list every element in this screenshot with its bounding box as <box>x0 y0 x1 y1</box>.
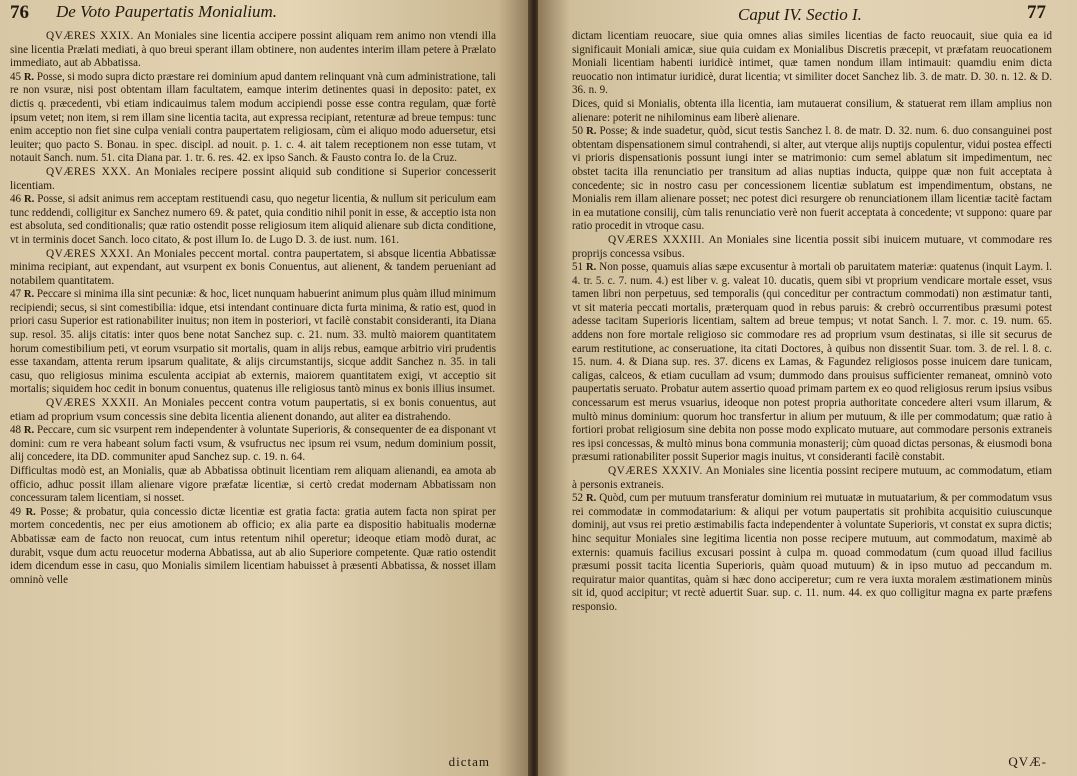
response-paragraph <box>572 125 1052 234</box>
question-heading <box>572 234 1052 261</box>
question-label: QVÆRES XXXIV. <box>608 465 703 477</box>
left-catchword: dictam <box>448 754 490 769</box>
left-page-header <box>10 2 510 28</box>
response-mark: R. <box>24 194 35 206</box>
question-label: QVÆRES XXX. <box>46 165 131 178</box>
paragraph-body: Posse, si adsit animus rem acceptam restituendi casu, quo negetur licentia, & nullum sit periculum eam tunc reddendi, colligitur ex Sanchez numero 69. & patet, quia conditio nihil ponit in esse, & acceptio ista non est absoluta, sed conditionalis; quæ ratio ostendit posse religiosum item aliquid alienare sub dicta conditione, vt in terminis docet Sanch. loco citato, & post illum Io. de Lugo D. 3. de iust. num. 161. <box>10 193 497 246</box>
paragraph-body: Dices, quid si Monialis, obtenta illa licentia, iam mutauerat consilium, & statuerat rem illam amplius non alienare: poterit ne nihilominus eam liberè alienare. <box>572 97 1052 124</box>
left-running-title: De Voto Paupertatis Monialium. <box>56 2 277 21</box>
response-paragraph <box>572 492 1052 614</box>
paragraph-number: 51 <box>572 261 584 274</box>
paragraph-body: Posse; & inde suadetur, quòd, sicut testis Sanchez l. 8. de matr. D. 32. num. 6. duo consanguinei post obtentam dispensationem simul contrahendi, si alter, aut vterque alijs nuptijs copulentur, vidui postea effecti vi prioris dispensationis possunt iungi inter se matrimonio: cum semel ablatum sit impedimentum, nec obstet tacita illa renunciatio per transitum ad alias nuptias inducta, quippe quæ non fuit acceptata à concedente; sic in nostro casu per concessionem licentiæ sublatum est impendimentum, obstans, ne Monialis rem illam alienare posset; nec potest dici resurgere ob renunciationem illam licentiæ tacitè factam in ea mutatione consilij, cùm talis renunciatio verè non fuerit acceptata à concedente; vt suppono: quare par ratio procedit in vtroque casu. <box>572 125 1052 233</box>
question-heading <box>10 397 496 424</box>
left-page-number: 76 <box>10 2 29 23</box>
paragraph-body: Posse, si modo supra dicto præstare rei dominium apud dantem relinquant vnà cum administratione, tali re non vsuræ, nisi post obtentam illam facultatem, eamque interim detinentes quasi in deposito: patet, ex dictis q. præcedenti, vbi etiam indicauimus talem modum accipiendi posse esse contra regulam, quæ fortè ipsum vetet; non item, si rem illam sine licentia tacita, aut expressa recipiant, retenturæ ad breue tempus: tunc enim acceptio non fiet sine culpa veniali contra paupertatem religiosam, cùm ei aliquo modo aduersetur, etsi leuiter; quo pacto S. Bonau. in spec. discipl. ad nouit. p. 1. c. 4. ait talem receptionem non esse tutam, vt notauit Sanch. num. 51. cita Diana par. 1. tr. 6. res. 42. ex ipso Sanch. & Fausto contra Io. de la Cruz. <box>10 70 496 165</box>
question-heading <box>572 465 1052 492</box>
question-heading <box>10 248 496 289</box>
paragraph-body: Quòd, cum per mutuum transferatur dominium rei mutuatæ in mutuatarium, & per commodatum vsus rei commodatæ in commodatarium: & aliqui per votum paupertatis sit prohibita acquisitio cuiuscunque dominij, aut vsus rei pretio æstimabilis facta independenter à voluntate Superioris, vt constat ex supra dictis; hinc sequitur Moniales sine legitima licentia non posse recipere mutuum, aut commodatum, maximè ab externis: quamuis facilius excusari possint à culpa m. quoad commodatum (cum quoad illud facilius præsumi possit tacita licentia Superioris, quàm quoad mutuum) & in ipso mutuo ad peccandum m. requiratur maior quantitas, quàm si hæc dono acciperetur; cum re vera iuxta moralem æstimationem minùs sit id, quod accipitur; vt rectè aduertit Suar. sup. c. 11. num. 44. ex quo colligitur magna ex parte præfens responsio. <box>572 492 1053 613</box>
paragraph-body: An Moniales peccent mortal. contra paupertatem, si absque licentia Abbatissæ minima recipiant, aut expendant, aut vsurpent ex bonis Conuentus, aut alienent, & tandem perueniant ad notabilem quantitatem. <box>10 247 497 287</box>
paragraph-body: An Moniales sine licentia possit sibi inuicem mutuare, vt commodare res proprijs concessa vsibus. <box>572 233 1053 260</box>
response-paragraph <box>10 193 496 247</box>
paragraph-number: 46 <box>10 193 22 206</box>
right-page-number: 77 <box>1027 2 1046 23</box>
paragraph-number: 45 <box>10 70 22 83</box>
response-mark: R. <box>23 289 35 301</box>
question-heading <box>10 166 496 193</box>
right-page <box>538 0 1077 776</box>
paragraph-body: An Moniales recipere possint aliquid sub conditione si Superior concesserit licentiam. <box>10 165 496 192</box>
right-page-text <box>572 30 1052 615</box>
text-paragraph <box>572 30 1052 98</box>
paragraph-body: Posse; & probatur, quia concessio dictæ licentiæ est gratia facta: gratia autem facta non spirat per mortem concedentis, nec per eius amotionem ab officio; ex alia parte ea dispositio habitualis modernæ Abbatissæ eam de facto non reuocat, cum intus retentum nihil operetur; ideoque etiam modò durat, ac durabit, vsque dum actu reuocetur moderna Abbatissa, aut ab alio Superiore competente. Quæ ratio ostendit idem dicendum esse in casu, quo Monialis similem licentiam habuisset à præsenti Abbatissa, & nosset illam omninò velle <box>10 505 497 586</box>
question-label: QVÆRES XXXII. <box>46 397 140 410</box>
response-paragraph <box>10 288 496 397</box>
text-paragraph <box>10 465 496 506</box>
response-mark: R. <box>586 262 597 274</box>
paragraph-body: An Moniales sine licentia possint recipere mutuum, ac commodatum, etiam à personis extraneis. <box>572 465 1052 491</box>
question-label: QVÆRES XXXI. <box>46 247 134 260</box>
right-running-title: Caput IV. Sectio I. <box>738 5 862 24</box>
question-heading <box>10 30 496 71</box>
paragraph-body: Peccare si minima illa sint pecuniæ: & hoc, licet nunquam habuerint animum plus quàm illud minimum recipiendi; secus, si sint comestibilia: idque, etsi intendant continuare dicta furta minima, & ratio est, quod in priori casu Superior est rationabiliter inuitus; non item in posteriori, vt facilè constabit consideranti, ita Diana sup. resol. 35. alijs citatis: inter quos bene notat Sanchez sup. c. 21. num. 33. multò maiorem quantitatem horum comestibilium peti, vt eorum vsurpatio sit mortalis, quam in alijs rebus, eamque arbitrio viri prudentis esse taxandam, attenta rerum ipsarum qualitate, & alijs circumstantijs, sicque addit Sanchez n. 35. in tali casu, quo religiosus minima esculenta accipiat ab externis, maiorem quantitatem exigi, vt acceptio sit mortalis; siquidem hoc cedit in bonum conuentus, quatenus ille religiosus tantò minus ex bonis illius insumet. <box>10 288 496 396</box>
paragraph-body: An Moniales peccent contra votum paupertatis, si ex bonis conuentus, aut etiam ad proprium vsum concessis sine debita licentia alienent donando, aut aliter ea distrahendo. <box>10 397 496 423</box>
paragraph-body: Difficultas modò est, an Monialis, quæ ab Abbatissa obtinuit licentiam rem aliquam alienandi, ea amota ab officio, adhuc possit illam alienare vigore præfatæ licentiæ, si certò credat modernam Abbatissam non concessuram talem licentiam, si nosset. <box>10 465 496 505</box>
response-mark: R. <box>586 493 597 505</box>
response-paragraph <box>10 506 496 588</box>
paragraph-number: 48 <box>10 424 22 437</box>
response-mark: R. <box>25 506 36 518</box>
paragraph-number: 47 <box>10 288 22 301</box>
paragraph-number: 52 <box>572 492 584 505</box>
right-page-header <box>538 2 1068 28</box>
paragraph-body: An Moniales sine licentia accipere possint aliquam rem animo non vtendi illa sine licentia Prælati mediati, à quo breui sperant illam obtinere, non audentes interim illam petere à Prælato immediato, aut ab Abbatissa. <box>10 30 497 70</box>
question-label: QVÆRES XXXIII. <box>608 233 705 246</box>
left-page-text <box>10 30 496 587</box>
paragraph-body: Non posse, quamuis alias sæpe excusentur à mortali ob paruitatem materiæ: quatenus (inquit Laym. l. 4. tr. 5. c. 7. num. 4.) est liber v. g. valeat 10. ducatis, quem sibi vt proprium vendicare mortale esset, vsus tamen libri non perpetuus, sed temporalis (qui conceditur per contractum commodati) non æstimatur tanti, vt sit materia peccati mortalis, præterquam quod in rebus paruis: & crebrò occurrentibus præsumi potest adesse tacitam Superioris licentiam, saltem ad breue tempus; vt notat Sanch. l. 7. mor. c. 19. num. 65. addens non fore mortale religioso sic commodare res ad proprium vsum destinatas, si ille sit securus de earum restitutione, ac conseruatione, ita citati Doctores, à quibus non dissentit Suar. tom. 3. de rel. l. 8. c. 15. num. 4. & Diana sup. res. 37. dicens ex Lamas, & Fagundez religiosos posse inuicem dare tunicam, caligas, calceos, & etiam cucullam ad vsum; dummodo dans prouisus sufficienter remaneat, omninò voto paupertatis seruato. Probatur autem assertio quoad primam partem ex eo quod religiosus rerum ipsius vsibus concessarum est merus vsuarius, ideoque non potest propria authoritate concedere alteri vsum illarum, & multò minus dominium: quorum hoc transfertur in alium per mutuum, & ille per commodatum; quæ ratio à fortiori probat religiosum sine debita non posse modo explicato mutuare, aut commodare personis extraneis res ipsi concessas, & multò minus bona communia monasterij; cùm quoad dictas personas, & eiusmodi bona præsumi rationabiliter possit Superior magis inuitus, vt consideranti facilè constabit. <box>572 261 1052 464</box>
response-paragraph <box>572 261 1052 465</box>
response-paragraph <box>10 71 496 166</box>
paragraph-number: 49 <box>10 505 22 518</box>
response-paragraph <box>10 424 496 465</box>
paragraph-number: 50 <box>572 125 584 138</box>
text-paragraph <box>572 98 1052 125</box>
paragraph-body: dictam licentiam reuocare, siue quia omnes alias similes licentias de facto reuocauit, siue quia ea id significauit Moniali amicæ, siue quia cuidam ex Monialibus Discretis præcepit, vt præfatam reuocationem Moniali licentiam habenti iuridicè intimet, quæ tamen nondum illam intimauit: quamdiu enim dicta reuocatio non intimatur iuridicè, durat licentia; vt similiter docet Sanchez lib. 3. de matr. D. 30. n. 12. & D. 36. n. 9. <box>572 30 1052 97</box>
response-mark: R. <box>23 71 35 83</box>
left-page <box>0 0 530 776</box>
right-catchword: QVÆ- <box>1008 754 1047 769</box>
paragraph-body: Peccare, cum sic vsurpent rem independenter à voluntate Superioris, & consequenter de ea disponant vt domini: cum re vera habeant solum facti vsum, & vsufructus nec ipsum rei vsum, nedum dominium possit, alij concedere, ita DD. communiter apud Sanchez sup. c. 19. n. 64. <box>10 424 496 464</box>
question-label: QVÆRES XXIX. <box>46 30 134 42</box>
response-mark: R. <box>586 126 597 138</box>
response-mark: R. <box>23 425 35 437</box>
